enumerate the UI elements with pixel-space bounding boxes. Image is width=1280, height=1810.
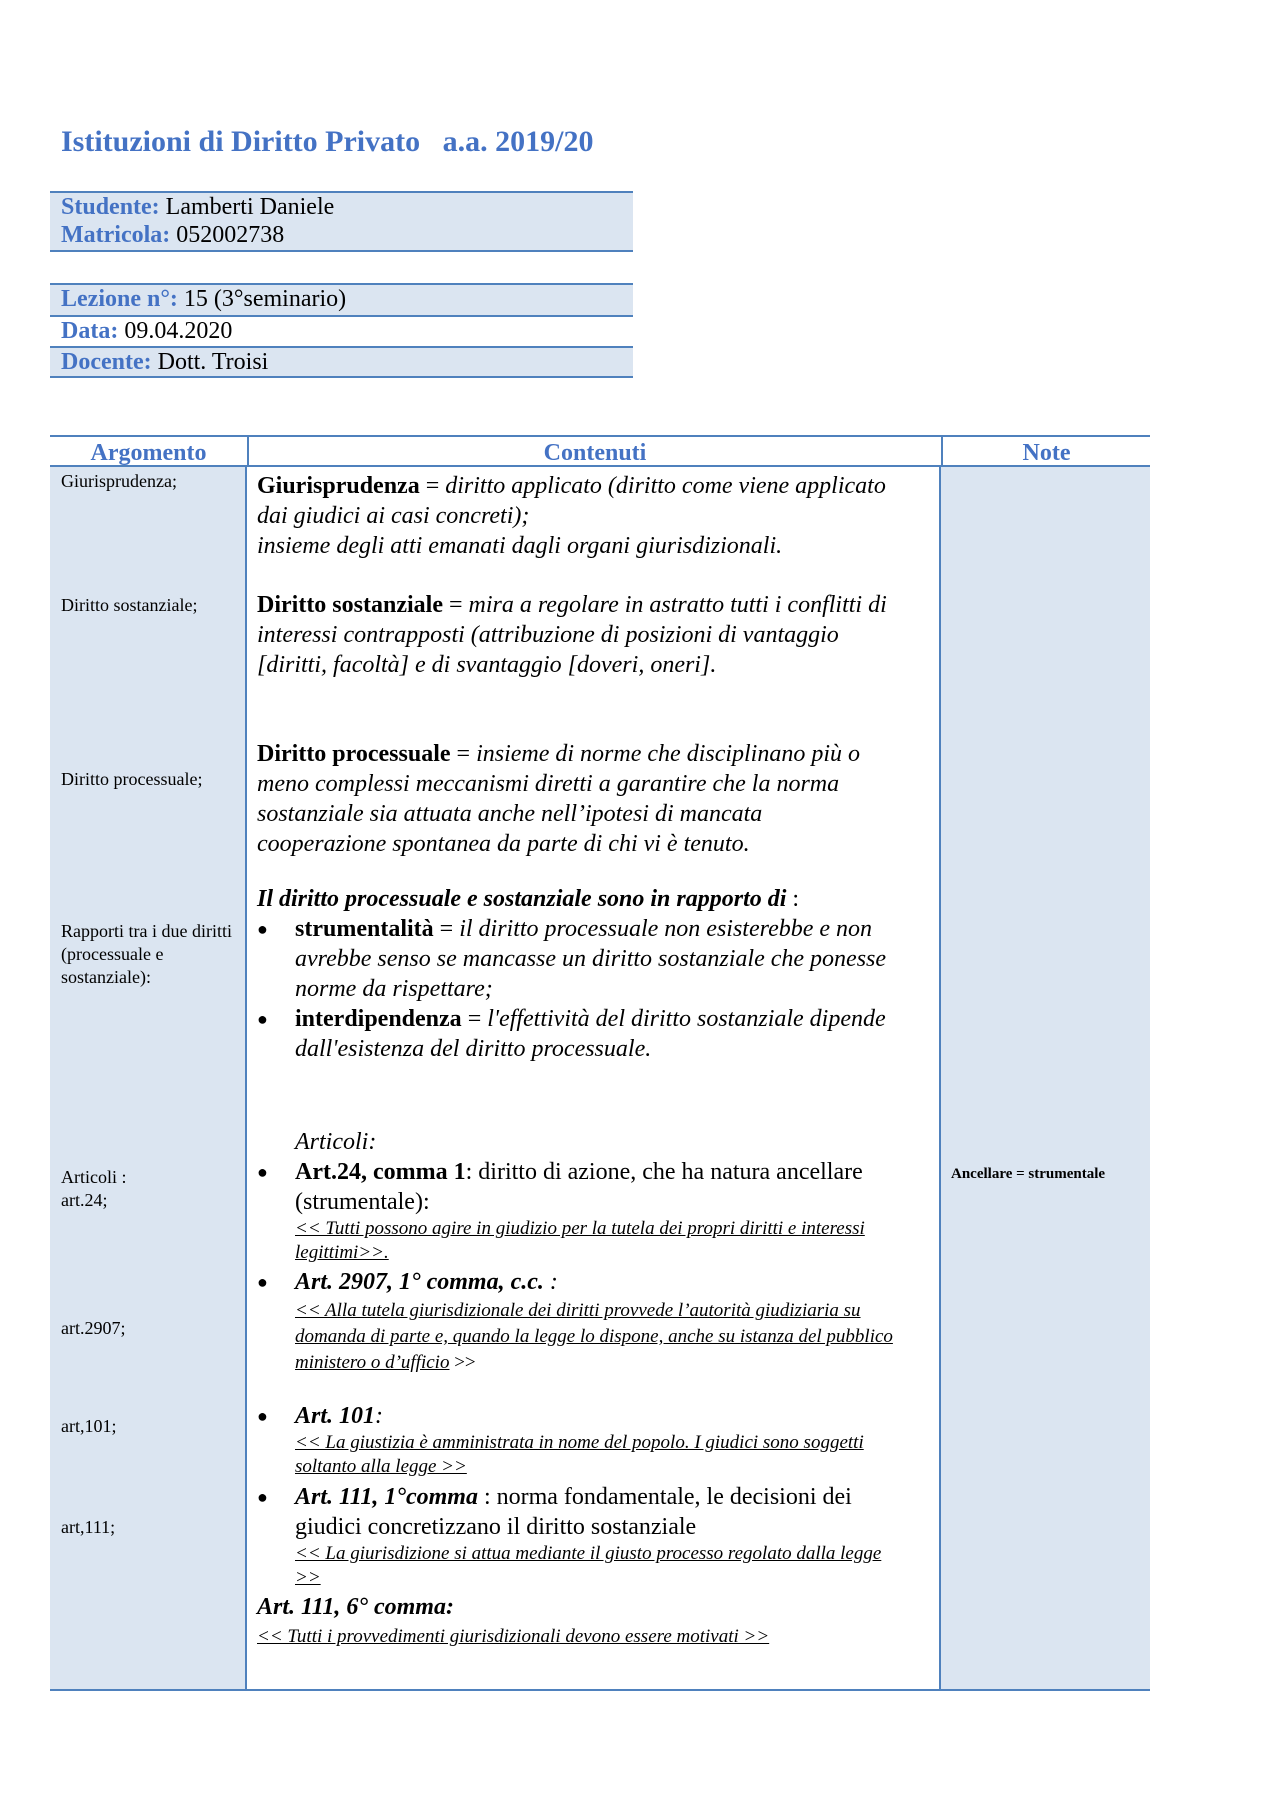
header-argomento: Argomento xyxy=(50,435,247,467)
arg-art24: art.24; xyxy=(61,1190,108,1210)
rapporto-intro xyxy=(257,884,893,914)
art101-item xyxy=(295,1401,895,1479)
docente-value: Dott. Troisi xyxy=(151,349,269,375)
arg-processuale: Diritto processuale; xyxy=(61,769,203,789)
rapporto-colon: : xyxy=(786,886,800,912)
matricola-row xyxy=(50,221,633,252)
art24-item xyxy=(295,1157,895,1265)
arg-art2907: art.2907; xyxy=(61,1318,126,1338)
art101-colon: : xyxy=(375,1403,384,1429)
lezione-value: 15 (3°seminario) xyxy=(177,286,347,312)
art111-def: : norma fondamentale, le decisioni dei giudici concretizzano il diritto sostanziale xyxy=(295,1484,852,1540)
data-label: Data: xyxy=(61,318,119,344)
arg-giurisprudenza: Giurisprudenza; xyxy=(61,471,177,491)
art24-def: : diritto di azione, che ha natura ancellare (strumentale): xyxy=(295,1159,863,1215)
lezione-label: Lezione n°: xyxy=(61,286,178,312)
student-row xyxy=(50,191,633,221)
art2907-item xyxy=(295,1267,895,1375)
giur-def2: insieme degli atti emanati dagli organi giurisdizionali. xyxy=(257,533,783,559)
art111-quote: << La giurisdizione si attua mediante il giusto processo regolato dalla legge >> xyxy=(295,1543,882,1588)
strum-eq: = xyxy=(433,916,460,942)
proc-term: Diritto processuale xyxy=(257,741,451,767)
processuale-para xyxy=(257,739,893,859)
contenuti-column xyxy=(247,467,941,1691)
inter-def: l'effettività del diritto sostanziale dipende dall'esistenza del diritto processuale. xyxy=(295,1006,886,1062)
art111-term: Art. 111, 1°comma xyxy=(295,1484,478,1510)
articoli-label: Articoli: xyxy=(295,1129,377,1155)
bullet-art2907: ● xyxy=(257,1272,268,1292)
proc-def: insieme di norme che disciplinano più o meno complessi meccanismi diretti a garantire che la norma sostanziale sia attuata anche nell’ipotesi di mancata cooperazione spontanea da parte di chi vi è tenuto. xyxy=(257,741,861,857)
note-column xyxy=(941,467,1150,1691)
art2907-term: Art. 2907, 1° comma, c.c. xyxy=(295,1269,544,1295)
giur-term: Giurisprudenza xyxy=(257,473,420,499)
strum-term: strumentalità xyxy=(295,916,434,942)
arg-art101: art,101; xyxy=(61,1416,117,1436)
bullet-art111: ● xyxy=(257,1487,268,1507)
art24-quote: << Tutti possono agire in giudizio per la tutela dei propri diritti e interessi legittimi>>. xyxy=(295,1218,865,1263)
giur-eq: = xyxy=(419,473,446,499)
giur-def: diritto applicato (diritto come viene applicato dai giudici ai casi concreti); xyxy=(257,473,886,529)
data-row xyxy=(50,315,633,347)
sost-eq: = xyxy=(442,592,469,618)
art111-item xyxy=(295,1482,895,1590)
sost-term: Diritto sostanziale xyxy=(257,592,443,618)
argomento-column xyxy=(50,467,247,1691)
art101-quote: << La giustizia è amministrata in nome del popolo. I giudici sono soggetti soltanto alla legge >> xyxy=(295,1432,864,1477)
student-label: Studente: xyxy=(61,194,160,220)
docente-label: Docente: xyxy=(61,349,152,375)
docente-row xyxy=(50,346,633,378)
bullet-art101: ● xyxy=(257,1406,268,1426)
giurisprudenza-para xyxy=(257,471,893,561)
header-contenuti: Contenuti xyxy=(247,435,941,467)
inter-term: interdipendenza xyxy=(295,1006,462,1032)
bullet-interdipendenza: ● xyxy=(257,1009,268,1029)
rapporto-intro-text: Il diritto processuale e sostanziale sono in rapporto di xyxy=(257,886,787,912)
art111-6-quote: << Tutti i provvedimenti giurisdizionali devono essere motivati >> xyxy=(257,1626,770,1647)
arg-art111: art,111; xyxy=(61,1517,116,1537)
data-value: 09.04.2020 xyxy=(118,318,233,344)
lezione-row xyxy=(50,283,633,315)
art24-term: Art.24, comma 1 xyxy=(295,1159,466,1185)
matricola-label: Matricola: xyxy=(61,222,171,248)
strumentalita-item xyxy=(295,914,895,1004)
art2907-colon: : xyxy=(543,1269,558,1295)
interdipendenza-item xyxy=(295,1004,895,1064)
bullet-art24: ● xyxy=(257,1162,268,1182)
art111-6-term: Art. 111, 6° comma: xyxy=(257,1594,454,1620)
lesson-table xyxy=(50,435,1106,1691)
art2907-end: >> xyxy=(449,1352,476,1373)
sostanziale-para xyxy=(257,590,893,680)
inter-eq: = xyxy=(461,1006,488,1032)
proc-eq: = xyxy=(450,741,477,767)
note-ancellare: Ancellare = strumentale xyxy=(951,1166,1106,1182)
art101-term: Art. 101 xyxy=(295,1403,376,1429)
sost-def: mira a regolare in astratto tutti i conflitti di interessi contrapposti (attribuzione di posizioni di vantaggio [diritti, facoltà] e di svantaggio [doveri, oneri]. xyxy=(257,592,887,678)
arg-sostanziale: Diritto sostanziale; xyxy=(61,595,198,615)
art2907-quote: << Alla tutela giurisdizionale dei diritti provvede l’autorità giudiziaria su domanda di parte e, quando la legge lo dispone, anche su istanza del pubblico ministero o d’ufficio xyxy=(295,1300,893,1373)
header-note: Note xyxy=(941,435,1150,467)
document-title: Istituzioni di Diritto Privato a.a. 2019/20 xyxy=(61,125,594,158)
bullet-strumentalita: ● xyxy=(257,919,268,939)
matricola-value: 052002738 xyxy=(170,222,285,248)
arg-rapporti: Rapporti tra i due diritti (processuale e sostanziale): xyxy=(61,921,232,987)
student-value: Lamberti Daniele xyxy=(159,194,335,220)
strum-def: il diritto processuale non esisterebbe e non avrebbe senso se mancasse un diritto sostanziale che ponesse norme da rispettare; xyxy=(295,916,887,1002)
arg-articoli: Articoli : xyxy=(61,1167,127,1187)
